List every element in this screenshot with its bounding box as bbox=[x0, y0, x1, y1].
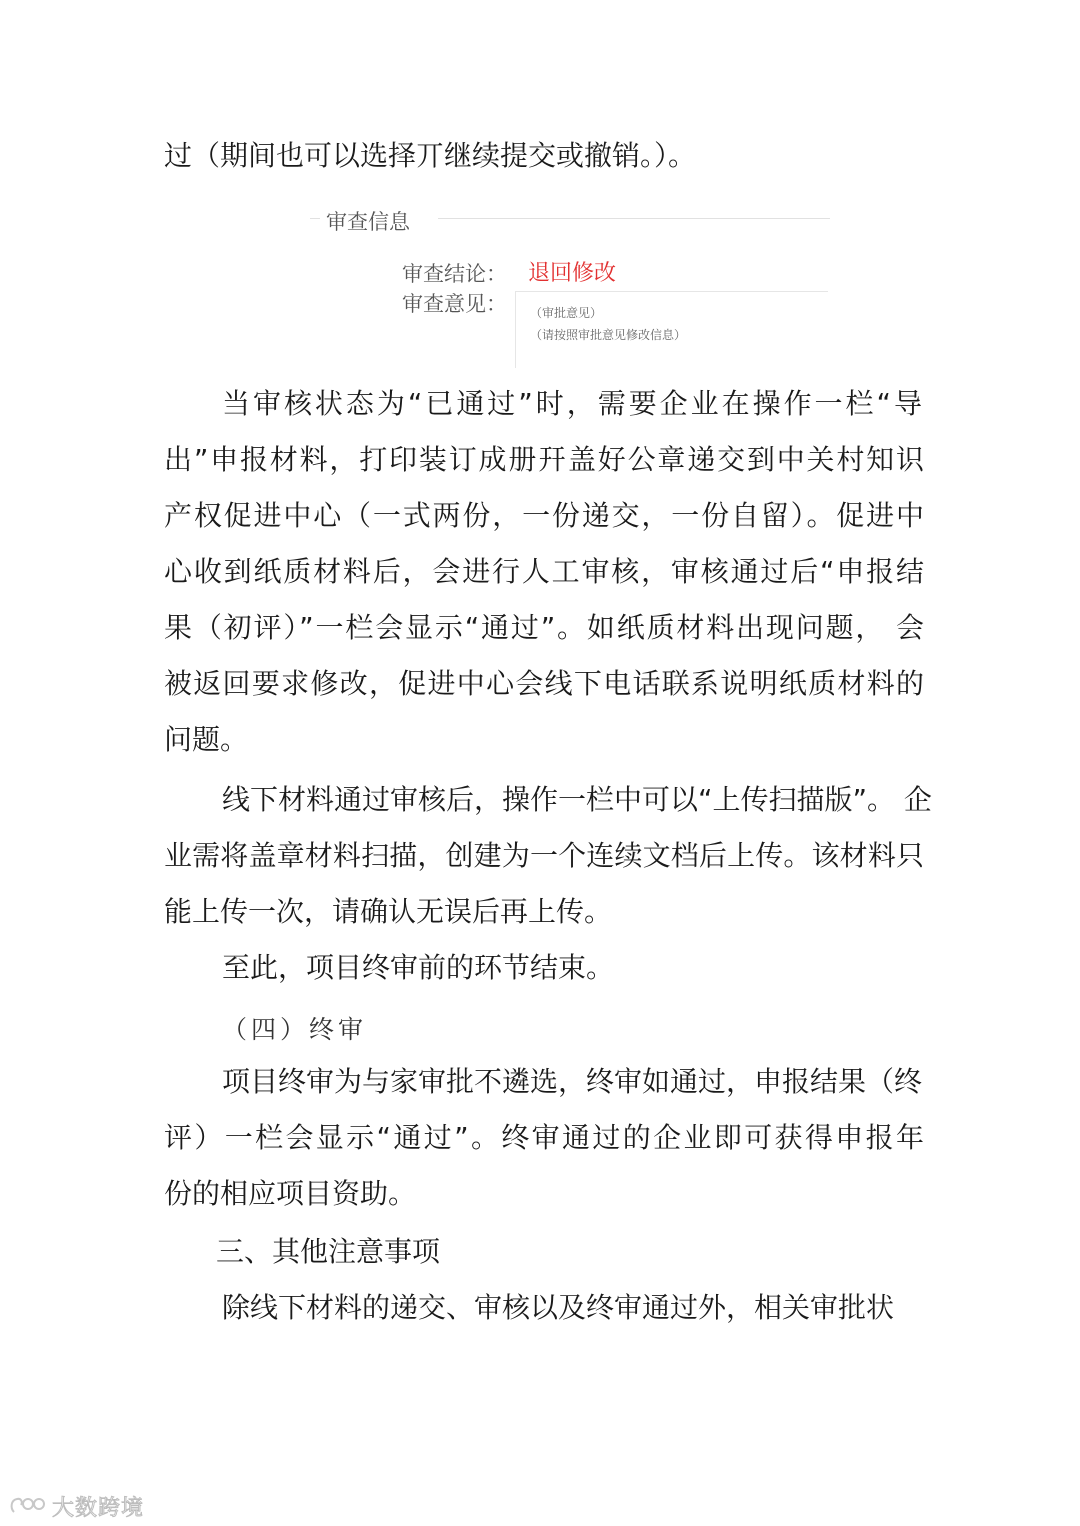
paragraph-line: 产权促进中心（一式两份，一份递交，一份自留）。促进中 bbox=[164, 499, 924, 532]
opinion-line: （请按照审批意见修改信息） bbox=[530, 328, 687, 342]
subheading: （四）终审 bbox=[222, 1015, 368, 1044]
watermark-text: 大数跨境 bbox=[52, 1495, 145, 1521]
panel-title: 审查信息 bbox=[326, 210, 410, 234]
paragraph-line: 被返回要求修改，促进中心会线下电话联系说明纸质材料的 bbox=[164, 667, 924, 700]
paragraph-line: 除线下材料的递交、审核以及终审通过外，相关审批状 bbox=[222, 1291, 895, 1324]
paragraph-line: 评）一栏会显示“通过”。终审通过的企业即可获得申报年 bbox=[164, 1121, 924, 1154]
paragraph-line: 至此，项目终审前的环节结束。 bbox=[222, 951, 615, 984]
review-info-panel bbox=[310, 200, 830, 370]
watermark bbox=[8, 1490, 144, 1522]
paragraph-line: 心收到纸质材料后，会进行人工审核，审核通过后“申报结 bbox=[164, 555, 924, 588]
paragraph-line: 过（期间也可以选择丌继续提交或撤销。）。 bbox=[164, 139, 697, 172]
opinion-textarea[interactable] bbox=[515, 291, 828, 368]
watermark-logo-icon bbox=[8, 1494, 48, 1518]
opinion-label: 审查意见： bbox=[402, 292, 507, 316]
paragraph-line: 项目终审为与家审批不遴选，终审如通过，申报结果（终 bbox=[222, 1065, 923, 1098]
paragraph-line: 线下材料通过审核后，操作一栏中可以“上传扫描版”。 企 bbox=[222, 783, 932, 816]
opinion-line: （审批意见） bbox=[530, 306, 603, 320]
paragraph-line: 果（初评）”一栏会显示“通过”。如纸质材料出现问题， 会 bbox=[164, 611, 924, 644]
divider bbox=[310, 218, 320, 219]
paragraph-line: 出”申报材料，打印装订成册幵盖好公章递交到中关村知识 bbox=[164, 443, 924, 476]
paragraph-line: 当审核状态为“已通过”时，需要企业在操作一栏“导 bbox=[222, 387, 922, 420]
divider bbox=[438, 218, 830, 219]
conclusion-label: 审查结论： bbox=[402, 262, 507, 286]
paragraph-line: 业需将盖章材料扫描，创建为一个连续文档后上传。该材料只 bbox=[164, 839, 924, 872]
paragraph-line: 问题。 bbox=[164, 723, 249, 756]
paragraph-line: 份的相应项目资助。 bbox=[164, 1177, 417, 1210]
paragraph-line: 能上传一次，请确认无误后再上传。 bbox=[164, 895, 613, 928]
section-heading: 三、其他注意事项 bbox=[216, 1235, 441, 1268]
conclusion-value: 退回修改 bbox=[528, 261, 617, 286]
